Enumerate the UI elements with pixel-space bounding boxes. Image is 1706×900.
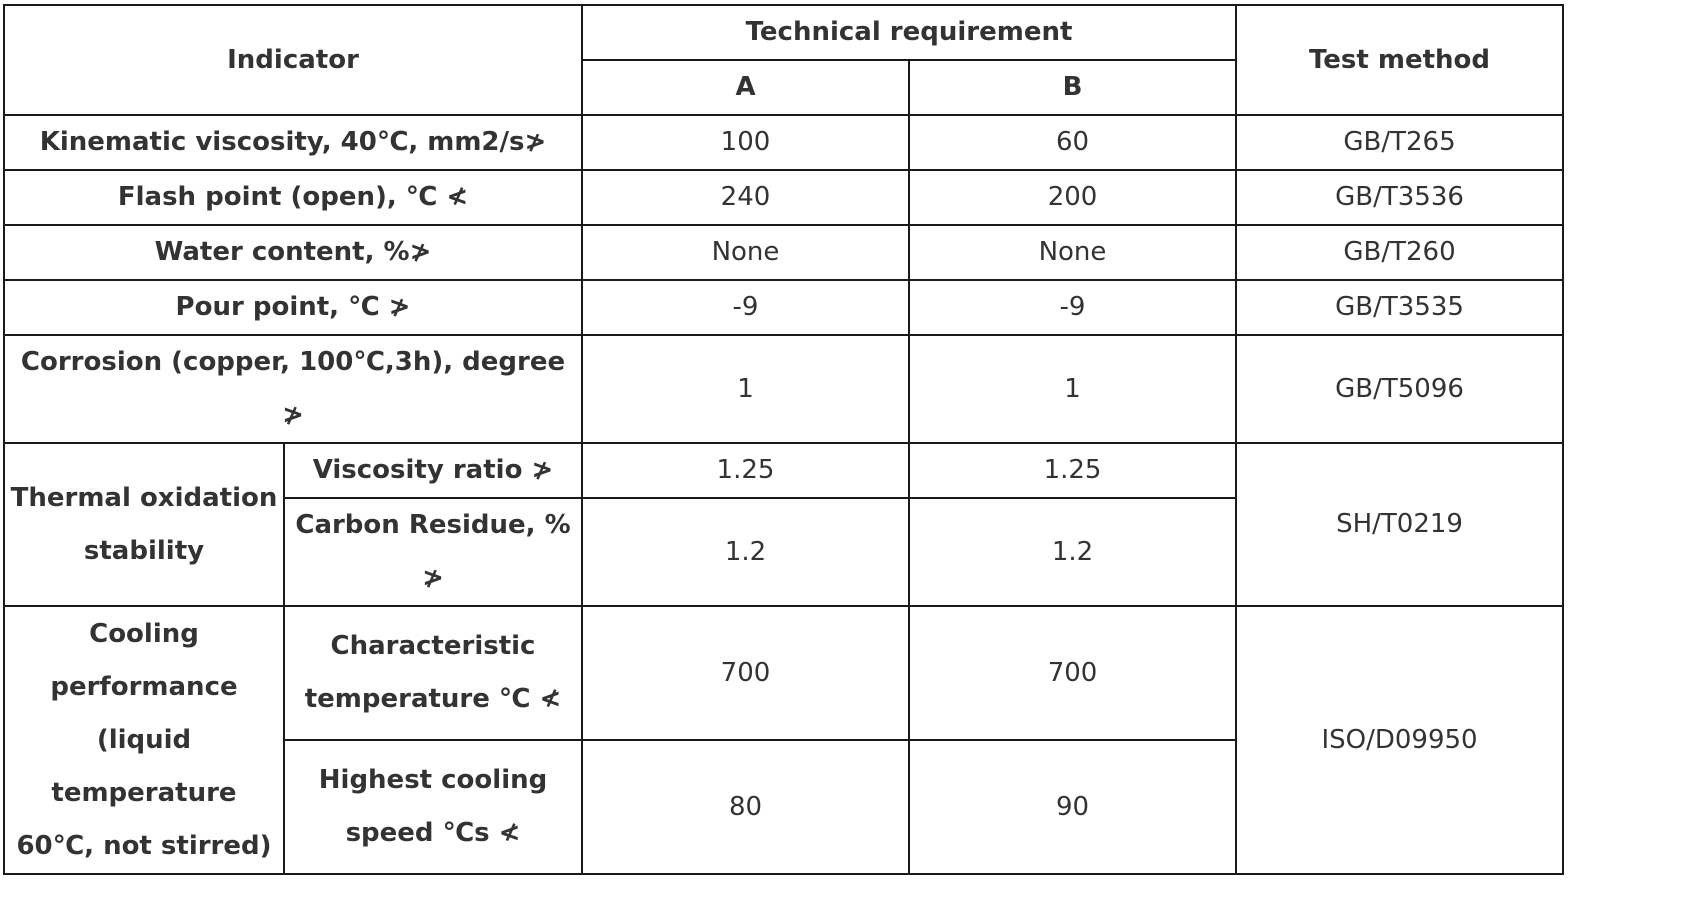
value-a-cell: 240 (582, 170, 909, 225)
value-a-cell: 700 (582, 606, 909, 740)
value-a-cell: 1 (582, 335, 909, 443)
specification-table (3, 4, 1564, 875)
sub-indicator-cell: Characteristic temperature ℃ ≮ (284, 606, 582, 740)
sub-indicator-cell: Viscosity ratio ≯ (284, 443, 582, 498)
table-row (4, 606, 1563, 740)
value-b-cell: 60 (909, 115, 1236, 170)
value-b-cell: -9 (909, 280, 1236, 335)
value-b-cell: 90 (909, 740, 1236, 874)
indicator-cell: Kinematic viscosity, 40℃, mm2/s≯ (4, 115, 582, 170)
column-a-header: A (582, 60, 909, 115)
test-method-header: Test method (1236, 5, 1563, 115)
table-row (4, 335, 1563, 443)
table-row (4, 225, 1563, 280)
value-b-cell: 1.2 (909, 498, 1236, 606)
thermal-test-method-cell: SH/T0219 (1236, 443, 1563, 606)
value-b-cell: None (909, 225, 1236, 280)
value-a-cell: 1.2 (582, 498, 909, 606)
test-method-cell: GB/T5096 (1236, 335, 1563, 443)
table-row (4, 443, 1563, 498)
cooling-test-method-cell: ISO/D09950 (1236, 606, 1563, 874)
column-b-header: B (909, 60, 1236, 115)
table-row (4, 170, 1563, 225)
indicator-cell: Water content, %≯ (4, 225, 582, 280)
indicator-cell: Flash point (open), ℃ ≮ (4, 170, 582, 225)
thermal-oxidation-group-cell: Thermal oxidation stability (4, 443, 284, 606)
sub-indicator-cell: Highest cooling speed ℃s ≮ (284, 740, 582, 874)
value-a-cell: -9 (582, 280, 909, 335)
indicator-cell: Pour point, ℃ ≯ (4, 280, 582, 335)
value-a-cell: 80 (582, 740, 909, 874)
technical-requirement-header: Technical requirement (582, 5, 1236, 60)
test-method-cell: GB/T260 (1236, 225, 1563, 280)
value-b-cell: 1 (909, 335, 1236, 443)
table-row (4, 280, 1563, 335)
indicator-cell: Corrosion (copper, 100℃,3h), degree ≯ (4, 335, 582, 443)
test-method-cell: GB/T3536 (1236, 170, 1563, 225)
value-b-cell: 200 (909, 170, 1236, 225)
value-b-cell: 1.25 (909, 443, 1236, 498)
sub-indicator-cell: Carbon Residue, % ≯ (284, 498, 582, 606)
value-a-cell: 1.25 (582, 443, 909, 498)
header-row-1 (4, 5, 1563, 60)
cooling-performance-group-cell: Cooling performance (liquid temperature 60℃, not stirred) (4, 606, 284, 874)
indicator-header: Indicator (4, 5, 582, 115)
value-a-cell: 100 (582, 115, 909, 170)
value-a-cell: None (582, 225, 909, 280)
value-b-cell: 700 (909, 606, 1236, 740)
test-method-cell: GB/T3535 (1236, 280, 1563, 335)
table-row (4, 115, 1563, 170)
test-method-cell: GB/T265 (1236, 115, 1563, 170)
